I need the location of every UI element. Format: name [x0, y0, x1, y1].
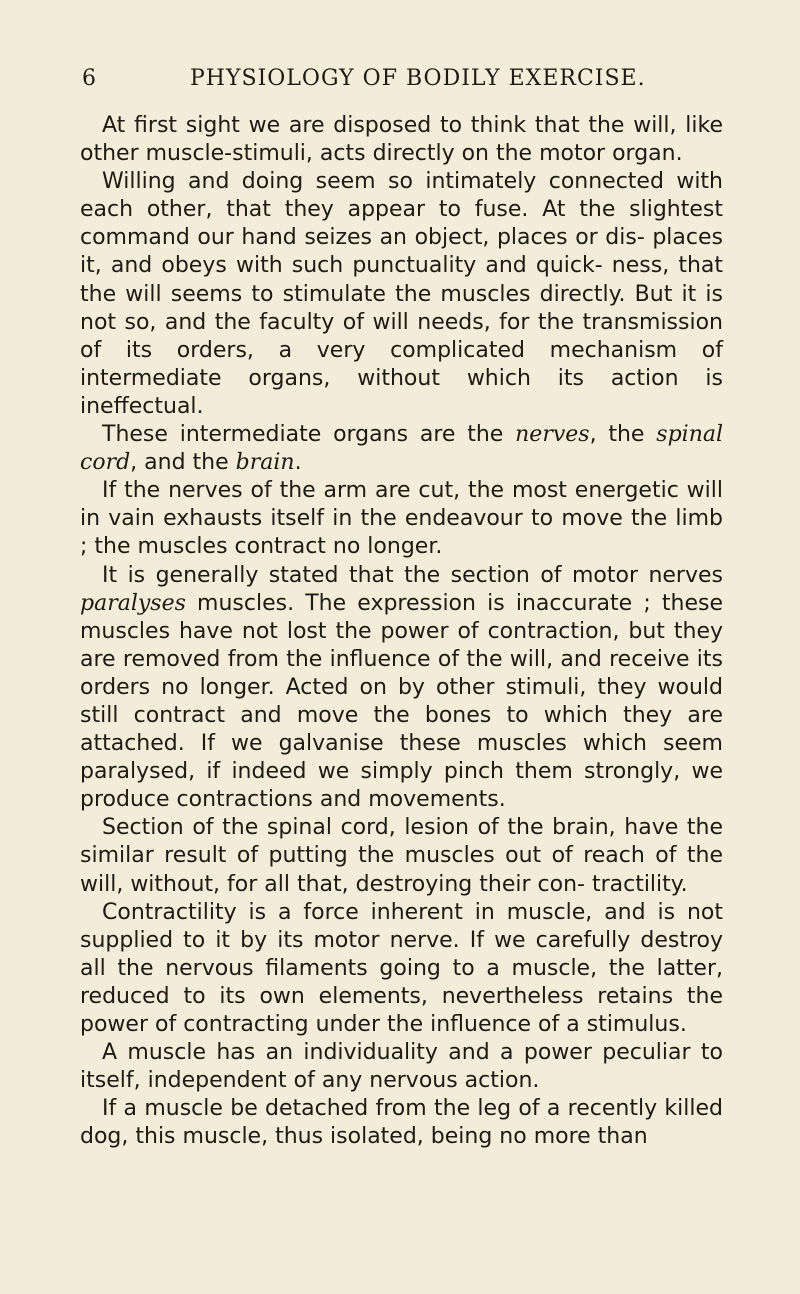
term-spinal-cord: spinal cord — [80, 422, 724, 476]
paragraph-1: At first sight we are disposed to think that the will, like other muscle-stimuli, acts directly on the motor organ. — [80, 113, 723, 167]
term-brain: brain — [235, 450, 295, 476]
paragraph-3-text-a: These intermediate organs are the — [102, 422, 516, 448]
page-header — [82, 66, 720, 100]
page-number: 6 — [82, 66, 97, 91]
paragraph-8: A muscle has an individuality and a power peculiar to itself, independent of any nervous action. — [80, 1040, 723, 1094]
paragraph-5 — [80, 562, 723, 815]
paragraph-3-text-b: , the — [589, 422, 657, 448]
paragraph-3-text-c: , and the — [130, 450, 236, 476]
paragraph-2: Willing and doing seem so intimately connected with each other, that they appear to fuse. At the slightest command our hand seizes an object, places or dis- places it, and obeys with such punctuality and quick- ness, that the will seems to stimulate the muscles directly. But it is not so, and the faculty of will needs, for the transmission of its orders, a very complicated mechanism of intermediate organs, without which its action is ineffectual. — [80, 169, 723, 419]
term-nerves: nerves — [515, 422, 590, 448]
paragraph-5-text-b: muscles. The expression is inaccurate ; these muscles have not lost the power of contraction, but they are removed from the influence of the will, and receive its orders no longer. Acted on by other stimuli, they would still contract and move the bones to which they are attached. If we galvanise these muscles which seem paralysed, if indeed we simply pinch them strongly, we produce contractions and movements. — [80, 590, 723, 813]
paragraph-4: If the nerves of the arm are cut, the most energetic will in vain exhausts itself in the endeavour to move the limb ; the muscles contract no longer. — [80, 478, 723, 560]
paragraph-3 — [80, 421, 723, 477]
paragraph-9: If a muscle be detached from the leg of a recently killed dog, this muscle, thus isolated, being no more than — [80, 1096, 723, 1150]
paragraph-6: Section of the spinal cord, lesion of the brain, have the similar result of putting the muscles out of reach of the will, without, for all that, destroying their con- tractility. — [80, 815, 723, 897]
running-title: PHYSIOLOGY OF BODILY EXERCISE. — [190, 66, 646, 91]
body-text — [80, 112, 723, 1151]
paragraph-7: Contractility is a force inherent in muscle, and is not supplied to it by its motor nerve. If we carefully destroy all the nervous filaments going to a muscle, the latter, reduced to its own elements, nevertheless retains the power of contracting under the influence of a stimulus. — [80, 899, 723, 1037]
paragraph-5-text-a: It is generally stated that the section of motor nerves — [102, 562, 723, 588]
paragraph-3-text-d: . — [294, 450, 302, 476]
term-paralyses: paralyses — [80, 590, 186, 616]
